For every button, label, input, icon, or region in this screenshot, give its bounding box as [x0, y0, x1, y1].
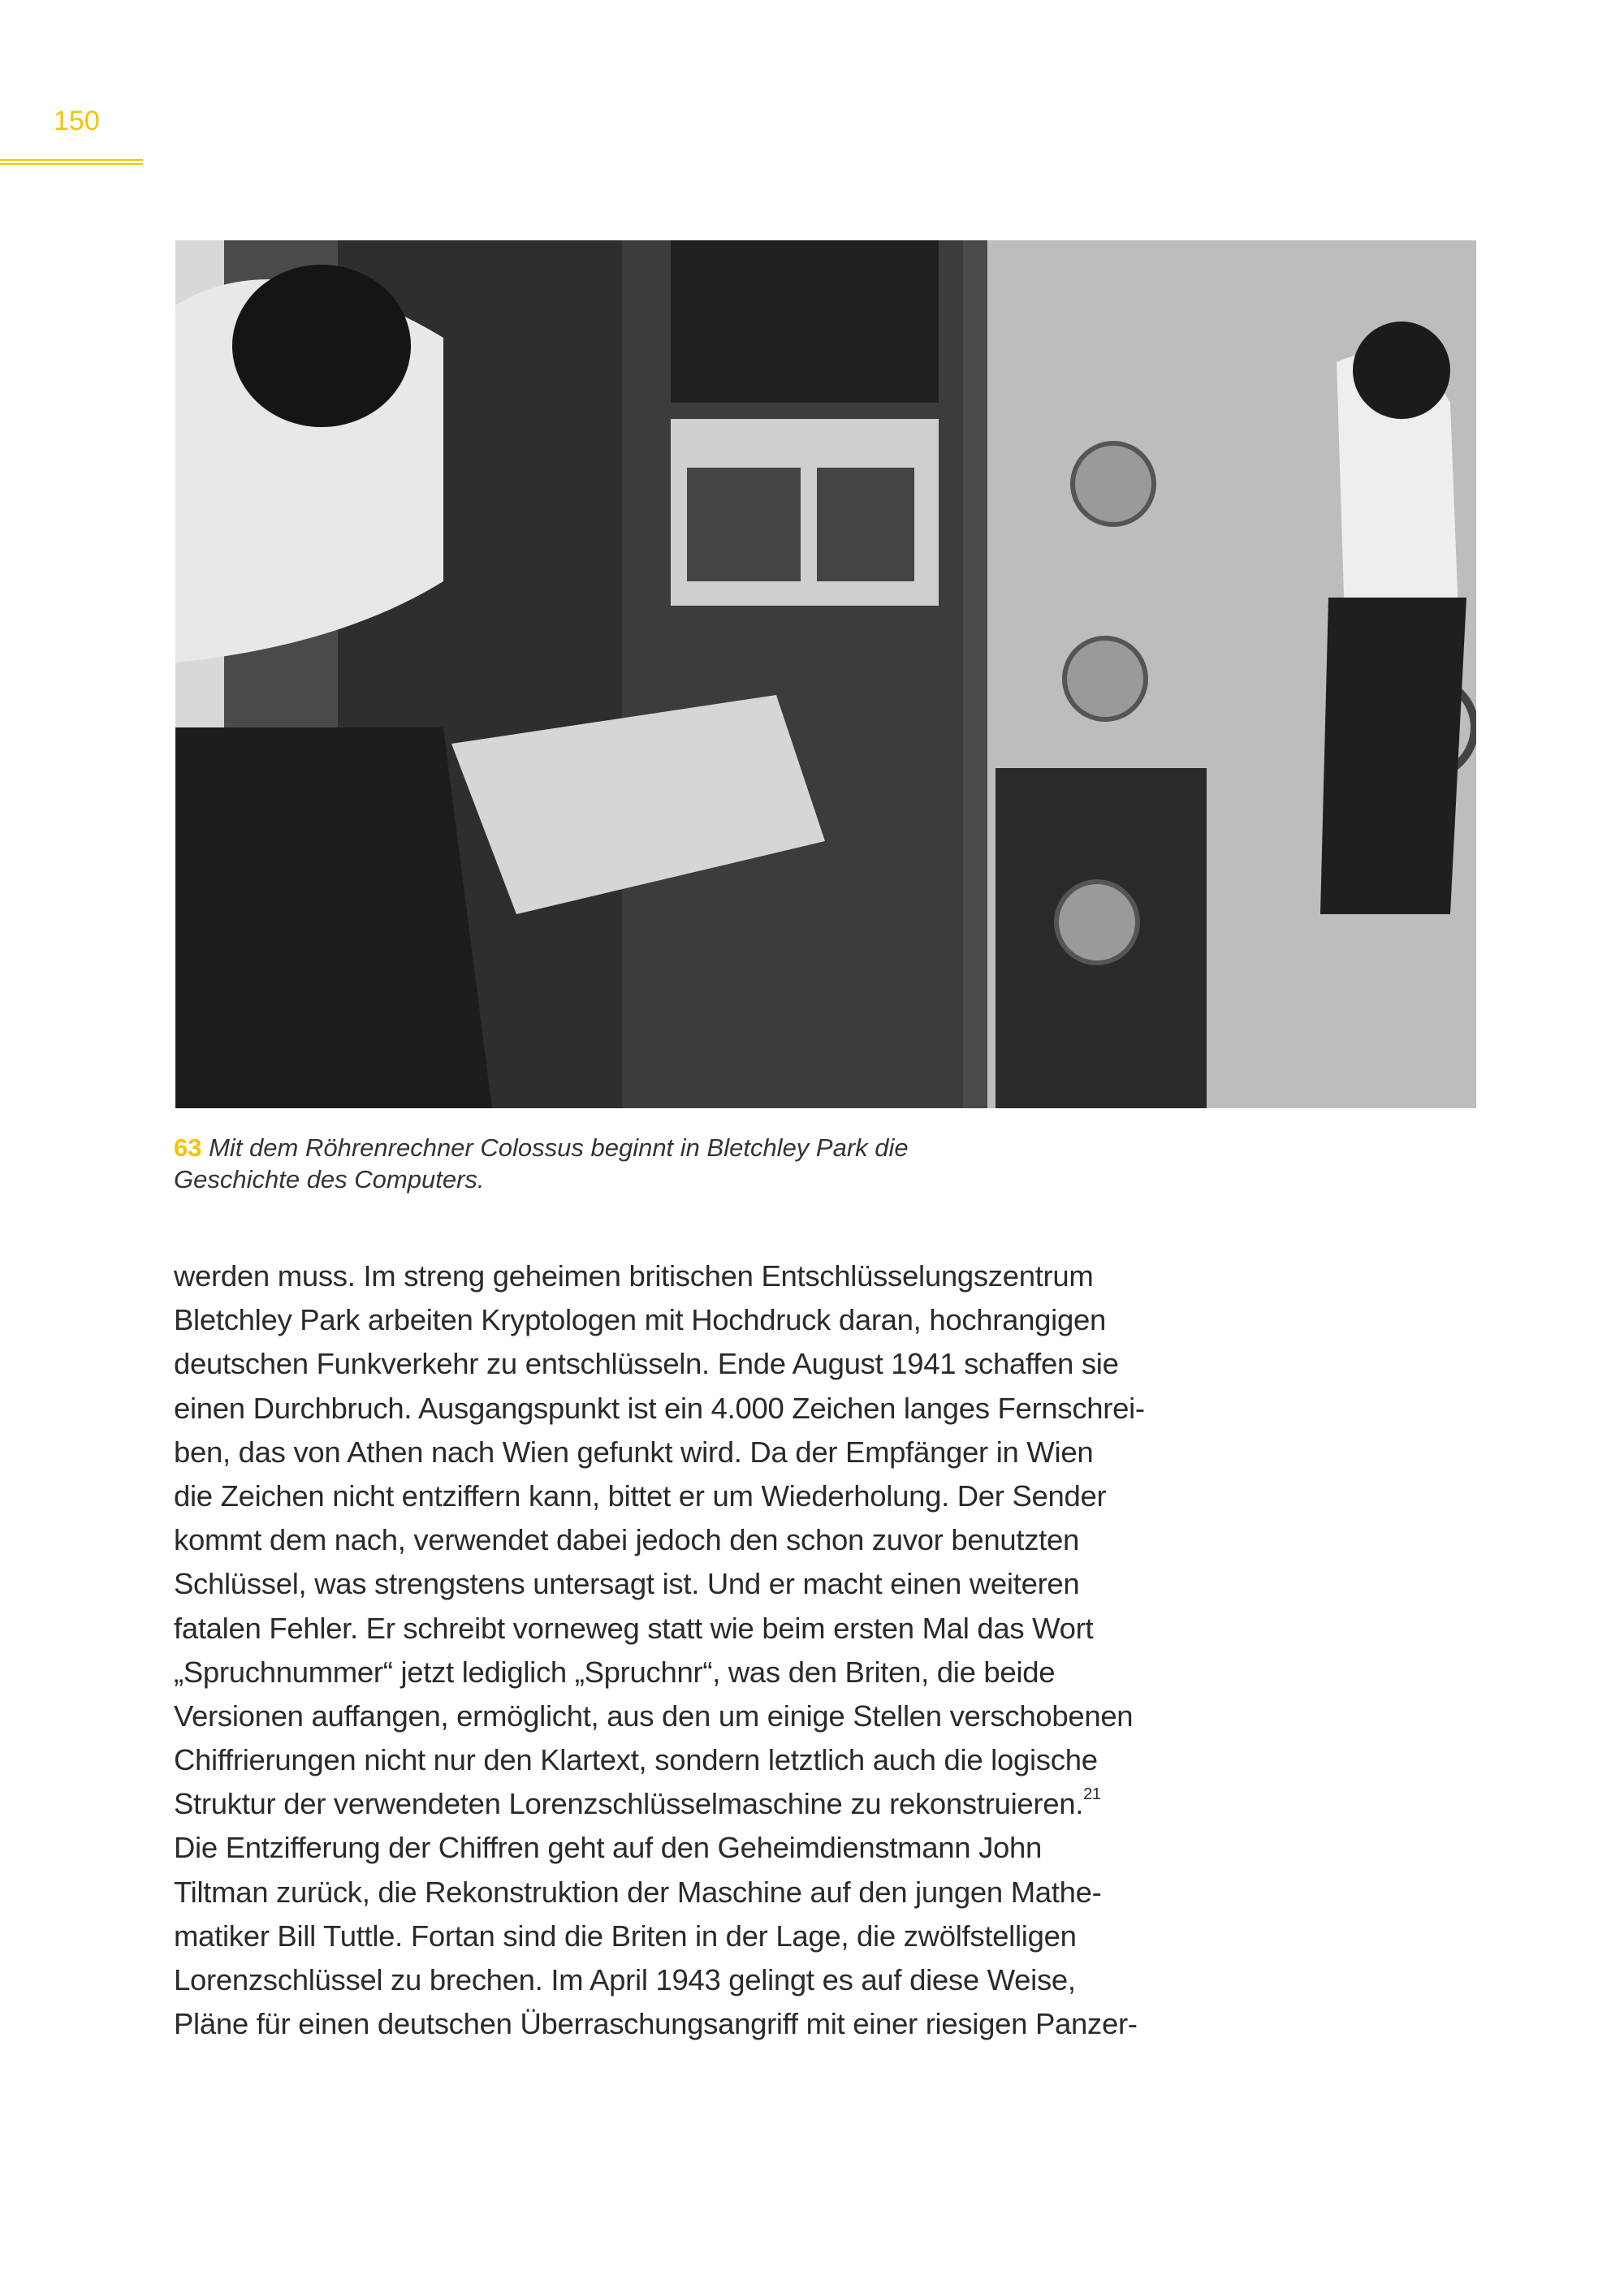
body-line: die Zeichen nicht entziffern kann, bittet er um Wiederholung. Der Sender	[174, 1478, 1107, 1513]
figure-caption	[174, 1132, 1229, 1195]
page-number: 150	[54, 106, 100, 136]
body-line-text: Struktur der verwendeten Lorenzschlüsselmaschine zu rekonstruieren.	[174, 1787, 1084, 1821]
body-line: Tiltman zurück, die Rekonstruktion der Maschine auf den jungen Mathe-	[174, 1875, 1102, 1909]
body-line: Chiffrierungen nicht nur den Klartext, sondern letztlich auch die logische	[174, 1743, 1098, 1777]
body-line: deutschen Funkverkehr zu entschlüsseln. Ende August 1941 schaffen sie	[174, 1347, 1119, 1381]
body-line	[174, 1782, 1311, 1826]
body-text	[174, 1254, 1311, 2046]
body-line: Pläne für einen deutschen Überraschungsangriff mit einer riesigen Panzer-	[174, 2007, 1138, 2041]
footnote-reference[interactable]: 21	[1083, 1785, 1101, 1804]
caption-text-line1: Mit dem Röhrenrechner Colossus beginnt in Bletchley Park die	[209, 1133, 909, 1162]
body-line: ben, das von Athen nach Wien gefunkt wird. Da der Empfänger in Wien	[174, 1435, 1094, 1469]
body-line: werden muss. Im streng geheimen britischen Entschlüsselungszentrum	[174, 1259, 1094, 1293]
body-line: Die Entzifferung der Chiffren geht auf den Geheimdienstmann John	[174, 1831, 1043, 1865]
body-line: kommt dem nach, verwendet dabei jedoch den schon zuvor benutzten	[174, 1523, 1080, 1557]
body-line: einen Durchbruch. Ausgangspunkt ist ein 4.000 Zeichen langes Fernschrei-	[174, 1391, 1145, 1425]
body-line: fatalen Fehler. Er schreibt vorneweg statt wie beim ersten Mal das Wort	[174, 1611, 1094, 1645]
body-line: Schlüssel, was strengstens untersagt ist. Und er macht einen weiteren	[174, 1567, 1080, 1601]
colossus-photo	[175, 240, 1476, 1108]
caption-text-line2: Geschichte des Computers.	[174, 1165, 485, 1193]
header-rule	[0, 159, 143, 165]
body-line: Lorenzschlüssel zu brechen. Im April 1943 gelingt es auf diese Weise,	[174, 1963, 1076, 1996]
body-line: matiker Bill Tuttle. Fortan sind die Briten in der Lage, die zwölfstelligen	[174, 1919, 1077, 1953]
figure-number: 63	[174, 1133, 202, 1162]
body-line: Versionen auffangen, ermöglicht, aus den um einige Stellen verschobenen	[174, 1698, 1134, 1733]
body-line: „Spruchnummer“ jetzt lediglich „Spruchnr“, was den Briten, die beide	[174, 1655, 1056, 1689]
body-line: Bletchley Park arbeiten Kryptologen mit Hochdruck daran, hochrangigen	[174, 1303, 1106, 1337]
